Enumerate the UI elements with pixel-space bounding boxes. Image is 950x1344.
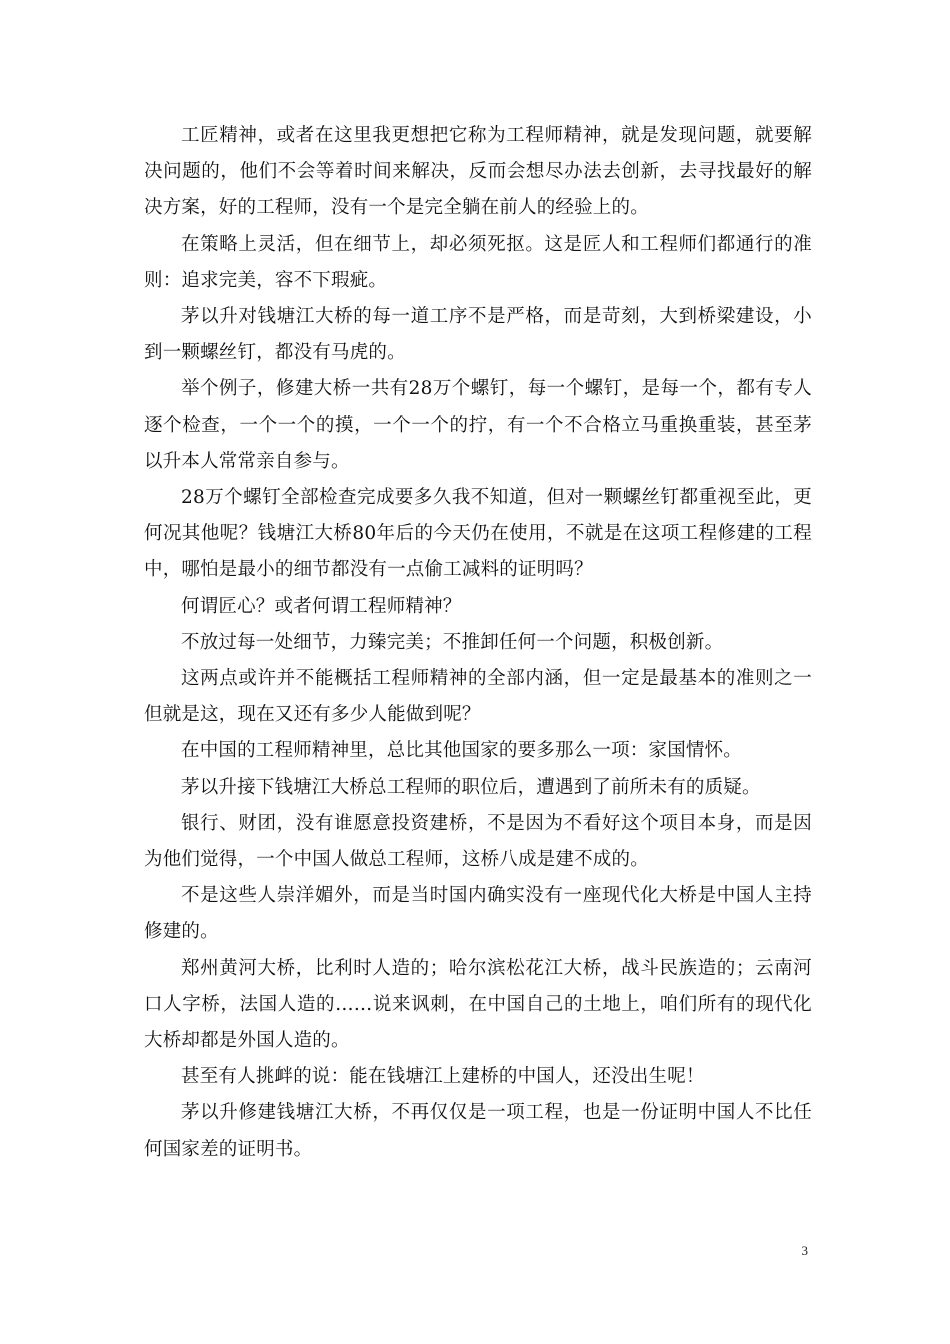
paragraph-6: 何谓匠心？或者何谓工程师精神？ [181,595,462,617]
paragraph-11: 银行、财团，没有谁愿意投资建桥，不是因为不看好这个项目本身，而是因为他们觉得，一个中国人做总工程师，这桥八成是建不成的。 [144,812,812,871]
paragraph-14: 甚至有人挑衅的说：能在钱塘江上建桥的中国人，还没出生呢！ [181,1066,705,1088]
paragraph-12: 不是这些人崇洋媚外，而是当时国内确实没有一座现代化大桥是中国人主持修建的。 [144,885,812,943]
paragraph-7: 不放过每一处细节，力臻完美；不推卸任何一个问题，积极创新。 [181,631,724,653]
paragraph-10: 茅以升接下钱塘江大桥总工程师的职位后，遭遇到了前所未有的质疑。 [181,776,761,798]
paragraph-2: 在策略上灵活，但在细节上，却必须死抠。这是匠人和工程师们都通行的准则：追求完美，容不下瑕疵。 [144,233,812,291]
paragraph-3: 茅以升对钱塘江大桥的每一道工序不是严格，而是苛刻，大到桥梁建设，小到一颗螺丝钉，都没有马虎的。 [144,306,812,364]
paragraph-13: 郑州黄河大桥，比利时人造的；哈尔滨松花江大桥，战斗民族造的；云南河口人字桥，法国人造的……说来讽刺，在中国自己的土地上，咱们所有的现代化大桥却都是外国人造的。 [144,957,812,1052]
paragraph-4: 举个例子，修建大桥一共有28万个螺钉，每一个螺钉，是每一个，都有专人逐个检查，一个一个的摸，一个一个的拧，有一个不合格立马重换重装，甚至茅以升本人常常亲自参与。 [144,378,812,472]
paragraph-1: 工匠精神，或者在这里我更想把它称为工程师精神，就是发现问题，就要解决问题的，他们不会等着时间来解决，反而会想尽办法去创新，去寻找最好的解决方案，好的工程师，没有一个是完全躺在前人的经验上的。 [144,125,812,219]
body-text [144,118,812,1168]
paragraph-8: 这两点或许并不能概括工程师精神的全部内涵，但一定是最基本的准则之一但就是这，现在又还有多少人能做到呢？ [144,668,812,726]
paragraph-9: 在中国的工程师精神里，总比其他国家的要多那么一项：家国情怀。 [181,740,743,762]
page-number: 3 [801,1243,808,1258]
paragraph-15: 茅以升修建钱塘江大桥，不再仅仅是一项工程，也是一份证明中国人不比任何国家差的证明书。 [144,1102,812,1160]
paragraph-5: 28万个螺钉全部检查完成要多久我不知道，但对一颗螺丝钉都重视至此，更何况其他呢？钱塘江大桥80年后的今天仍在使用，不就是在这项工程修建的工程中，哪怕是最小的细节都没有一点偷工减料的证明吗？ [144,487,812,581]
